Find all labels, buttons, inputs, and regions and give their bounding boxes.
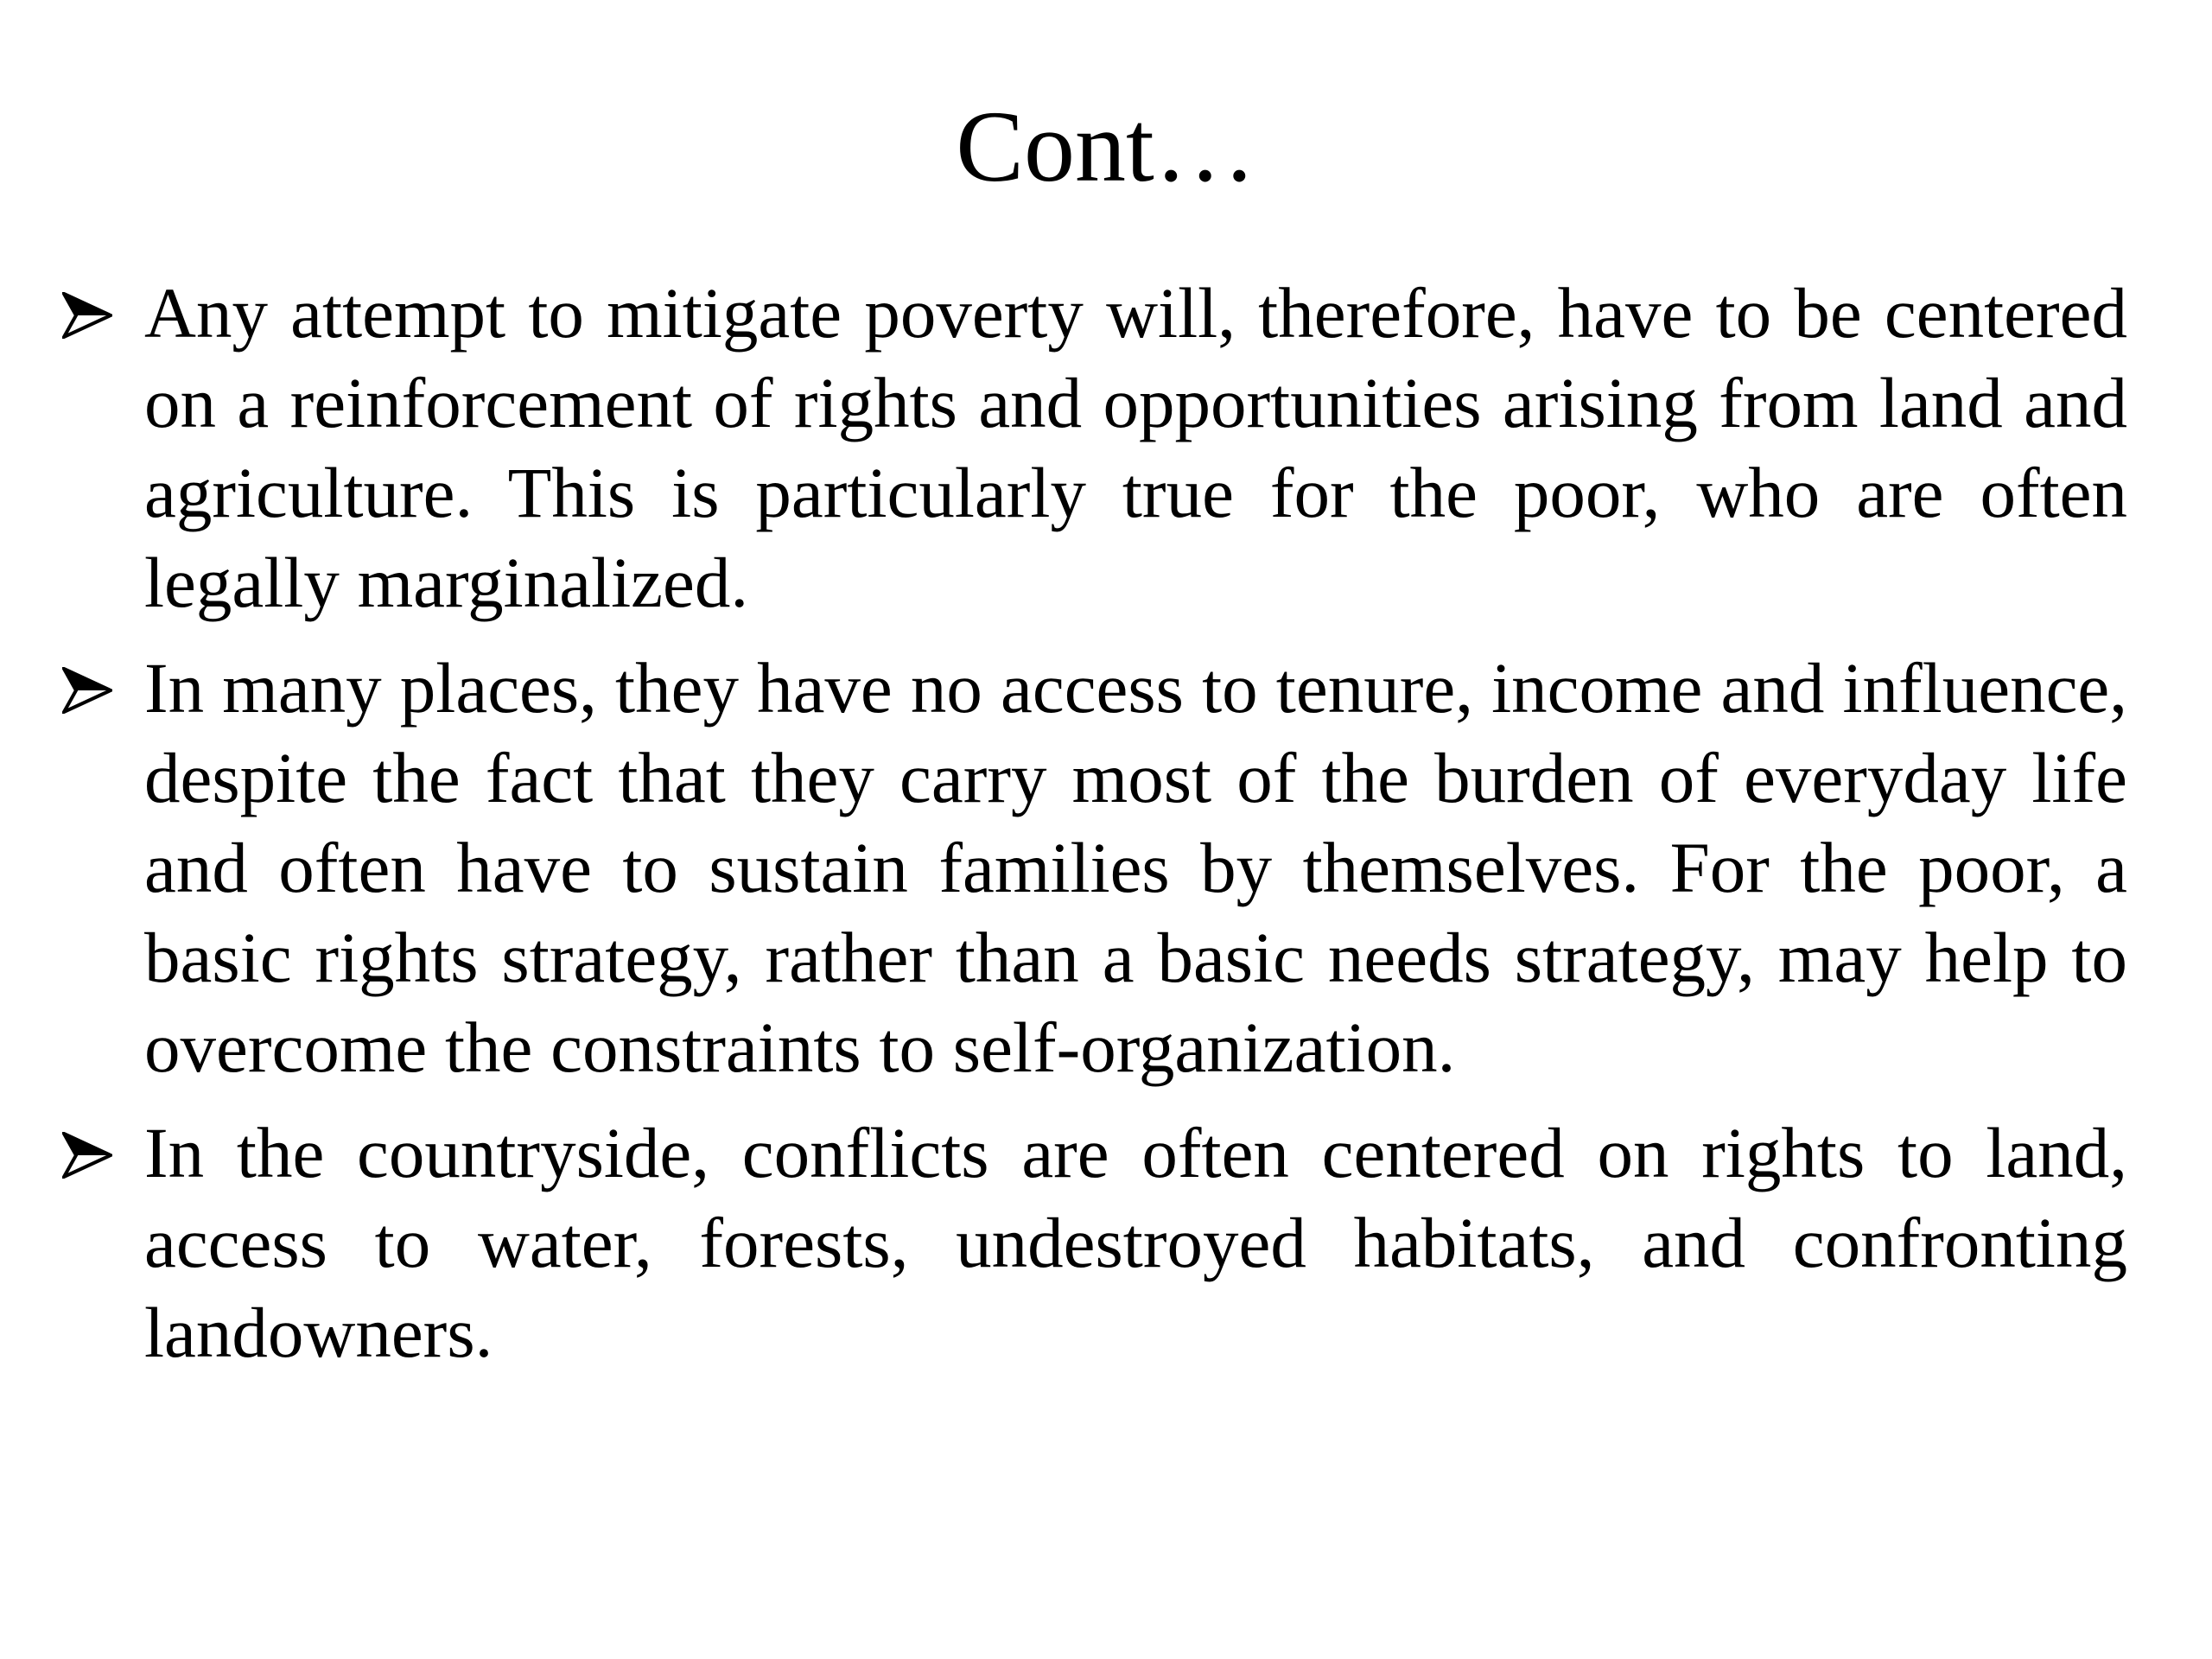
slide-title: Cont… bbox=[956, 90, 1256, 203]
arrowhead-bullet-icon bbox=[62, 667, 112, 714]
bullet-item-1 bbox=[54, 268, 2127, 627]
bullet-item-2 bbox=[54, 643, 2127, 1092]
bullet-text: In many places, they have no access to tenure, income and influence, despite the fact that they carry most of the burden of everyday life and often have to sustain families by themselves. For the poor, a basic rights strategy, rather than a basic needs strategy, may help to overcome the constraints to self-organization. bbox=[144, 648, 2127, 1087]
bullet-text: Any attempt to mitigate poverty will, therefore, have to be centered on a reinforcement of rights and opportunities arising from land and agriculture. This is particularly true for the poor, who are often legally marginalized. bbox=[144, 273, 2127, 622]
bullet-item-3 bbox=[54, 1108, 2127, 1377]
bullet-list bbox=[54, 268, 2127, 1393]
arrowhead-bullet-icon bbox=[62, 292, 112, 339]
arrowhead-bullet-icon bbox=[62, 1132, 112, 1179]
bullet-text: In the countryside, conflicts are often centered on rights to land, access to water, forests, undestroyed habitats, and confronting landowners. bbox=[144, 1113, 2127, 1372]
